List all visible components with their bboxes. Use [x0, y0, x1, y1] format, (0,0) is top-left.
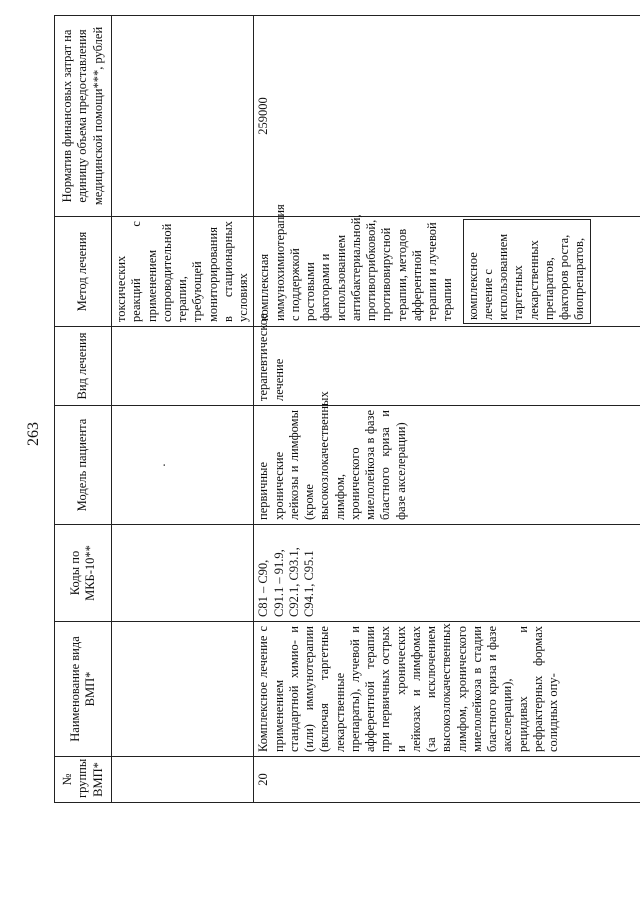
table-header-row	[55, 16, 112, 803]
cell-empty	[112, 757, 254, 803]
cell-empty	[112, 327, 254, 406]
cell-method-continued: токсических реакций с применением сопроводительной терапии, требующей мониторирования в стационарных условиях	[112, 217, 254, 327]
header-cost-norm: Норматив финансовых затрат на единицу объема предоставления медицинской помощи***, рублей	[55, 16, 112, 217]
cell-group-number: 20	[254, 757, 640, 803]
cell-empty	[112, 406, 254, 525]
header-icd-codes: Коды по МКБ-10**	[55, 525, 112, 622]
cell-empty	[112, 16, 254, 217]
method-item: комплексное лечение с использованием таргетных лекарственных препаратов, факторов роста, биопрепаратов,	[463, 219, 591, 324]
table-row	[112, 16, 254, 803]
cell-treatment-type: терапевтическое лечение	[254, 327, 640, 406]
cell-vmp-name: Комплексное лечение с применением стандартной химио- и (или) иммунотерапии (включая таргетные лекарственные препараты), лучевой и афферентной терапии при первичных острых и хронических лейкозах и лимфомах (за исключением высокозлокачественных лимфом, хронического миелолейкоза в стадии бластного криза и фазе акселерации), рецидивах и рефрактерных формах солидных опу-	[254, 622, 640, 757]
vmp-table	[54, 15, 640, 803]
method-item: комплексная иммунохимиотерапия с поддержкой ростовыми факторами и использованием антибактериальной, противогрибковой, противовирусной терапии, методов афферентной терапии и лучевой терапии	[257, 204, 455, 321]
header-treatment-method: Метод лечения	[55, 217, 112, 327]
table-row	[254, 16, 640, 803]
header-treatment-type: Вид лечения	[55, 327, 112, 406]
header-patient-model: Модель пациента	[55, 406, 112, 525]
page-number: 263	[25, 422, 42, 446]
header-group-number: № группы ВМП*	[55, 757, 112, 803]
cell-treatment-method	[254, 204, 640, 327]
cell-empty	[112, 622, 254, 757]
cell-cost: 259000	[254, 16, 640, 217]
cell-patient-model: первичные хронические лейкозы и лимфомы (кроме высокозлокачественных лимфом, хронического миелолейкоза в фазе бластного криза и фазе акселерации)	[254, 406, 640, 525]
header-vmp-name: Наименование вида ВМП*	[55, 622, 112, 757]
stray-mark: .	[154, 463, 168, 467]
cell-icd-codes: C81 – C90, C91.1 – 91.9, C92.1, C93.1, C94.1, C95.1	[254, 525, 640, 622]
cell-empty	[112, 525, 254, 622]
